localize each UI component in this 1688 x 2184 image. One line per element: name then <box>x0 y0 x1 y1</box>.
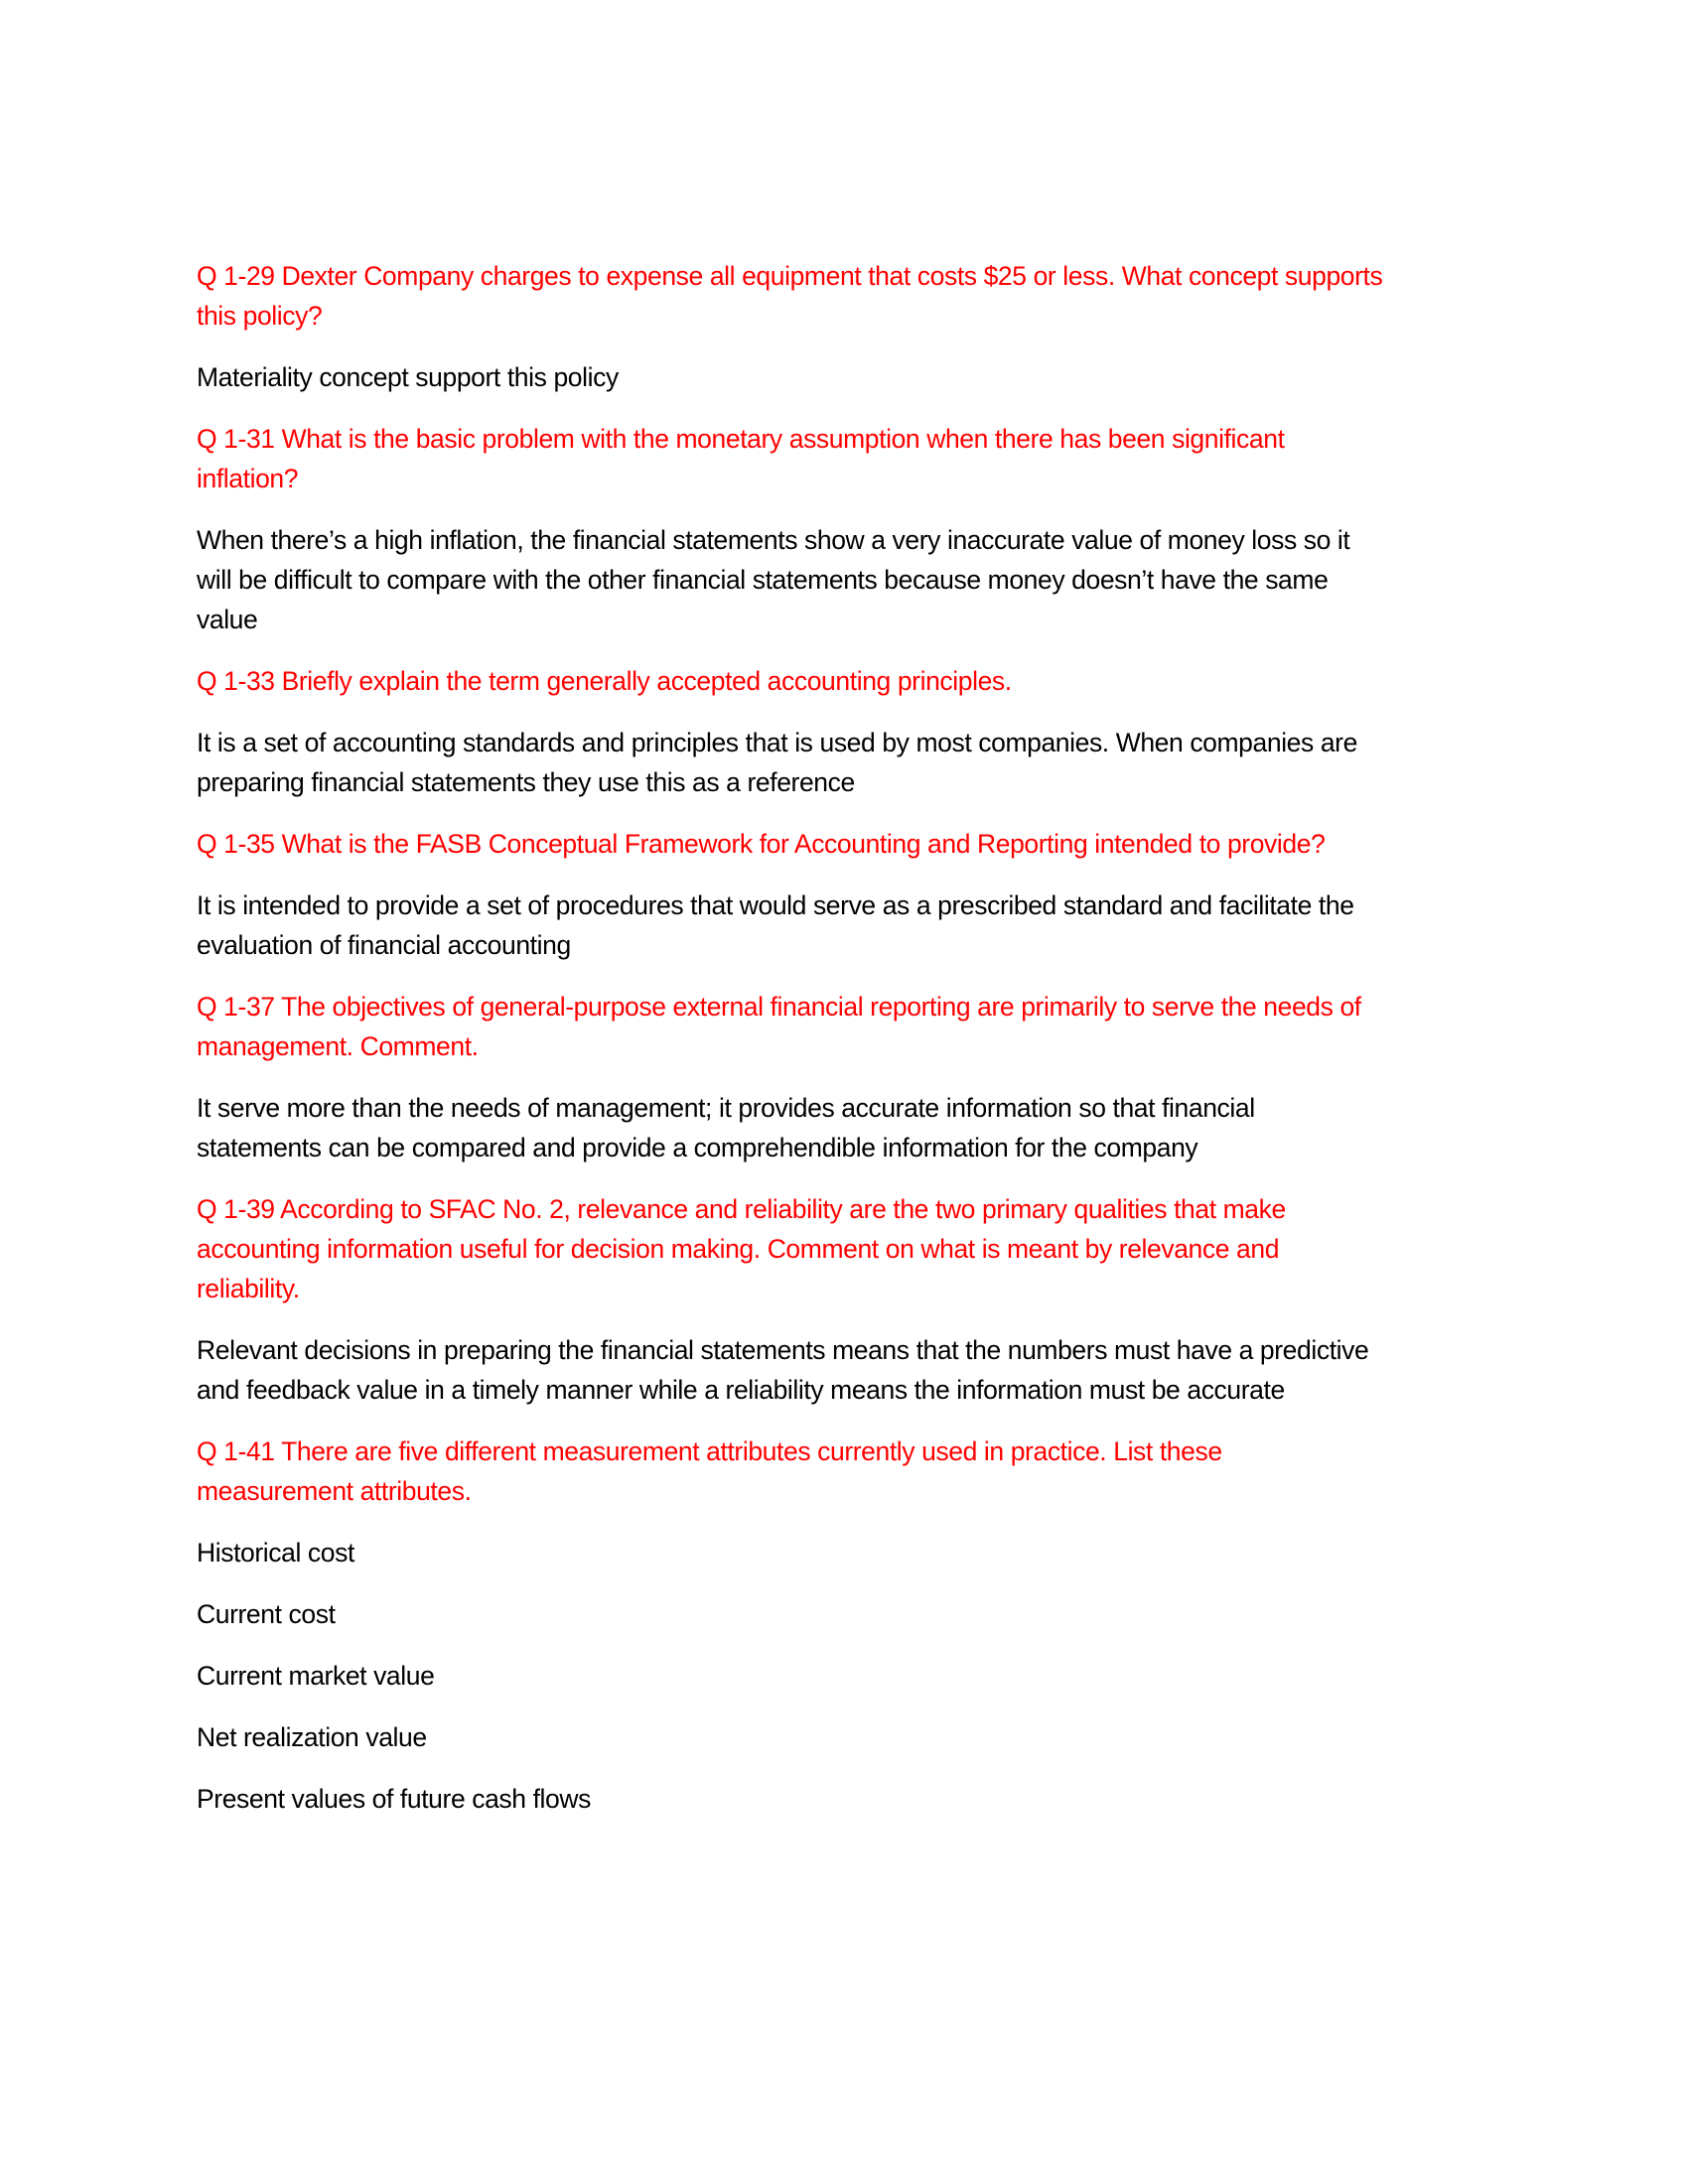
question-paragraph <box>197 1432 1507 1511</box>
question-line: Q 1-35 What is the FASB Conceptual Framework for Accounting and Reporting intended to provide? <box>197 829 1326 859</box>
answer-line: It is a set of accounting standards and principles that is used by most companies. When companies are <box>197 728 1357 757</box>
answer-line: It is intended to provide a set of procedures that would serve as a prescribed standard and facilitate the <box>197 890 1354 920</box>
answer-paragraph <box>197 1717 1507 1757</box>
answer-paragraph <box>197 357 1507 397</box>
answer-line: Net realization value <box>197 1722 427 1752</box>
question-line: Q 1-29 Dexter Company charges to expense all equipment that costs $25 or less. What concept supports <box>197 261 1383 291</box>
answer-line: Present values of future cash flows <box>197 1784 591 1814</box>
question-line: reliability. <box>197 1274 300 1303</box>
question-paragraph <box>197 1189 1507 1308</box>
answer-line: Current market value <box>197 1661 435 1691</box>
question-paragraph <box>197 987 1507 1066</box>
document-page <box>197 256 1507 1841</box>
question-line: Q 1-31 What is the basic problem with the monetary assumption when there has been significant <box>197 424 1285 454</box>
answer-line: value <box>197 605 258 634</box>
answer-paragraph <box>197 1779 1507 1819</box>
question-paragraph <box>197 661 1507 701</box>
answer-paragraph <box>197 1656 1507 1696</box>
question-line: management. Comment. <box>197 1031 479 1061</box>
answer-paragraph <box>197 1533 1507 1572</box>
question-line: measurement attributes. <box>197 1476 472 1506</box>
answer-paragraph <box>197 520 1507 639</box>
question-line: this policy? <box>197 301 323 331</box>
answer-paragraph <box>197 723 1507 802</box>
answer-paragraph <box>197 1330 1507 1410</box>
answer-line: preparing financial statements they use this as a reference <box>197 767 855 797</box>
answer-line: Current cost <box>197 1599 336 1629</box>
answer-line: When there’s a high inflation, the financial statements show a very inaccurate value of money loss so it <box>197 525 1350 555</box>
question-line: accounting information useful for decision making. Comment on what is meant by relevance and <box>197 1234 1280 1264</box>
answer-line: evaluation of financial accounting <box>197 930 571 960</box>
answer-paragraph <box>197 1088 1507 1167</box>
question-paragraph <box>197 256 1507 336</box>
question-line: Q 1-33 Briefly explain the term generally accepted accounting principles. <box>197 666 1012 696</box>
answer-line: will be difficult to compare with the other financial statements because money doesn’t have the same <box>197 565 1329 595</box>
answer-line: and feedback value in a timely manner while a reliability means the information must be accurate <box>197 1375 1285 1405</box>
question-line: Q 1-39 According to SFAC No. 2, relevance and reliability are the two primary qualities that make <box>197 1194 1286 1224</box>
answer-line: Historical cost <box>197 1538 354 1568</box>
question-paragraph <box>197 419 1507 498</box>
answer-line: Relevant decisions in preparing the financial statements means that the numbers must have a predictive <box>197 1335 1369 1365</box>
answer-paragraph <box>197 1594 1507 1634</box>
question-paragraph <box>197 824 1507 864</box>
answer-line: statements can be compared and provide a comprehendible information for the company <box>197 1133 1198 1162</box>
question-line: Q 1-37 The objectives of general-purpose external financial reporting are primarily to serve the needs of <box>197 992 1361 1022</box>
answer-paragraph <box>197 886 1507 965</box>
answer-line: Materiality concept support this policy <box>197 362 619 392</box>
question-line: Q 1-41 There are five different measurement attributes currently used in practice. List these <box>197 1436 1222 1466</box>
question-line: inflation? <box>197 464 299 493</box>
answer-line: It serve more than the needs of management; it provides accurate information so that financial <box>197 1093 1255 1123</box>
